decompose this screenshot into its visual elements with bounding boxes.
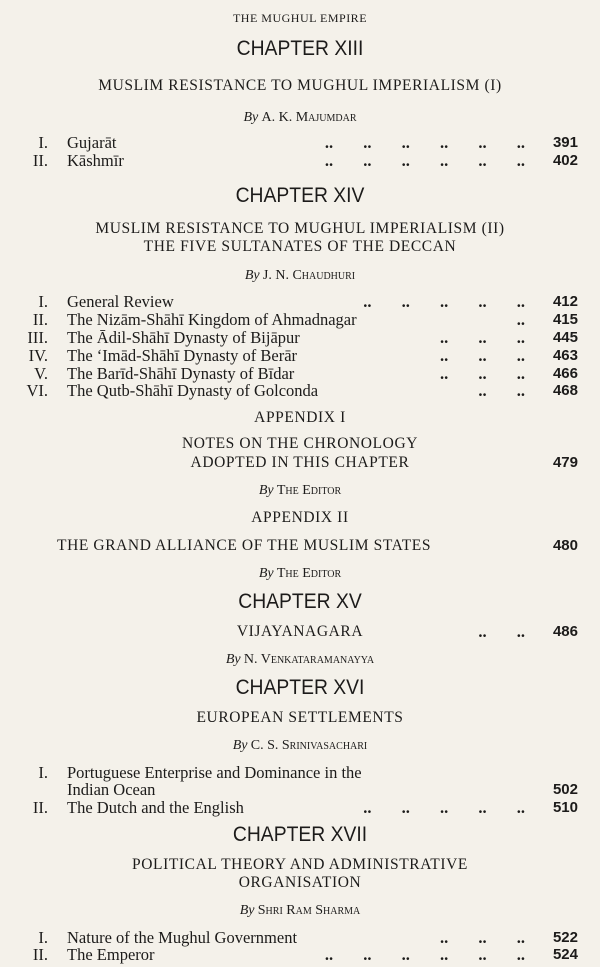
author-line xyxy=(0,565,600,582)
entry-number: II. xyxy=(32,310,48,329)
author-line xyxy=(0,109,600,126)
dot-leader xyxy=(478,382,525,400)
page-number: 479 xyxy=(552,454,578,471)
page-number: 391 xyxy=(552,134,578,151)
entry-title: General Review xyxy=(67,292,174,311)
toc-entry[interactable] xyxy=(0,293,600,311)
entry-title: The Barīd-Shāhī Dynasty of Bīdar xyxy=(67,364,295,383)
by-label: By xyxy=(225,652,241,667)
toc-entry[interactable] xyxy=(0,799,600,817)
entry-title: The Qutb-Shāhī Dynasty of Golconda xyxy=(67,381,319,400)
chapter-title: VIJAYANAGARA xyxy=(236,623,364,640)
dot-leader xyxy=(363,799,525,817)
chapter-title: POLITICAL THEORY AND ADMINISTRATIVE xyxy=(131,856,469,873)
author-line xyxy=(0,267,600,284)
page-number: 445 xyxy=(552,329,578,346)
author: A. K. Majumdar xyxy=(261,110,357,125)
chapter-heading: CHAPTER XIII xyxy=(236,37,364,60)
page-number: 486 xyxy=(552,623,578,640)
by-label: By xyxy=(243,110,259,125)
by-label: By xyxy=(244,268,260,283)
dot-leader xyxy=(440,347,525,365)
entry-title: The Emperor xyxy=(67,945,155,964)
entry-title: Kāshmīr xyxy=(67,151,124,170)
entry-number: II. xyxy=(32,151,48,170)
dot-leader xyxy=(325,134,525,152)
appendix-heading: APPENDIX I xyxy=(254,409,346,426)
dot-leader xyxy=(325,946,525,964)
entry-title: The ‘Imād-Shāhī Dynasty of Berār xyxy=(67,346,298,365)
page-number: 415 xyxy=(552,311,578,328)
chapter-title: EUROPEAN SETTLEMENTS xyxy=(196,709,404,726)
entry-title: The Ādil-Shāhī Dynasty of Bijāpur xyxy=(67,328,300,347)
entry-title: Portuguese Enterprise and Dominance in the xyxy=(67,763,362,782)
page-number: 502 xyxy=(552,781,578,798)
toc-entry[interactable] xyxy=(0,329,600,347)
dot-leader xyxy=(440,329,525,347)
chapter-heading: CHAPTER XIV xyxy=(235,184,365,207)
toc-entry[interactable] xyxy=(0,134,600,152)
author: The Editor xyxy=(276,566,342,581)
chapter-title: ORGANISATION xyxy=(238,874,362,891)
dot-leader xyxy=(478,623,525,641)
page-number: 480 xyxy=(552,537,578,554)
entry-number: II. xyxy=(32,798,48,817)
toc-entry[interactable] xyxy=(0,347,600,365)
running-head: THE MUGHUL EMPIRE xyxy=(232,11,368,25)
by-label: By xyxy=(258,566,274,581)
chapter-heading: CHAPTER XV xyxy=(238,590,362,613)
dot-leader xyxy=(363,293,525,311)
appendix-title: ADOPTED IN THIS CHAPTER xyxy=(190,454,410,471)
toc-entry[interactable] xyxy=(0,454,600,472)
toc-entry[interactable] xyxy=(0,382,600,400)
by-label: By xyxy=(258,483,274,498)
page-number: 522 xyxy=(552,929,578,946)
entry-number: II. xyxy=(32,945,48,964)
page-number: 402 xyxy=(552,152,578,169)
page-number: 510 xyxy=(552,799,578,816)
entry-number: VI. xyxy=(26,381,48,400)
author: J. N. Chaudhuri xyxy=(262,268,356,283)
toc-entry[interactable] xyxy=(0,946,600,964)
entry-number: I. xyxy=(38,292,48,311)
page-number: 524 xyxy=(552,946,578,963)
entry-title: Indian Ocean xyxy=(67,780,156,799)
entry-title: Gujarāt xyxy=(67,133,117,152)
by-label: By xyxy=(232,738,248,753)
entry-title: Nature of the Mughul Government xyxy=(67,928,298,947)
page-number: 463 xyxy=(552,347,578,364)
toc-entry-continued[interactable] xyxy=(0,781,600,799)
entry-number: V. xyxy=(34,364,48,383)
page-number: 412 xyxy=(552,293,578,310)
entry-number: I. xyxy=(38,133,48,152)
by-label: By xyxy=(239,903,255,918)
entry-title: The Nizām-Shāhī Kingdom of Ahmadnagar xyxy=(67,310,357,329)
page-number: 468 xyxy=(552,382,578,399)
entry-number: I. xyxy=(38,763,48,782)
page-number: 466 xyxy=(552,365,578,382)
author: Shri Ram Sharma xyxy=(257,903,361,918)
dot-leader xyxy=(325,152,525,170)
author-line xyxy=(0,482,600,499)
author: The Editor xyxy=(276,483,342,498)
chapter-heading: CHAPTER XVI xyxy=(235,676,365,699)
toc-entry[interactable] xyxy=(0,152,600,170)
chapter-title: MUSLIM RESISTANCE TO MUGHUL IMPERIALISM (I) xyxy=(98,77,502,94)
author: N. Venkataramanayya xyxy=(243,652,375,667)
entry-title: The Dutch and the English xyxy=(67,798,244,817)
dot-leader xyxy=(517,311,525,329)
appendix-title: THE GRAND ALLIANCE OF THE MUSLIM STATES xyxy=(57,537,432,554)
entry-number: III. xyxy=(27,328,48,347)
chapter-title: MUSLIM RESISTANCE TO MUGHUL IMPERIALISM (II) xyxy=(95,220,505,237)
chapter-subtitle: THE FIVE SULTANATES OF THE DECCAN xyxy=(143,238,457,255)
author: C. S. Srinivasachari xyxy=(250,738,368,753)
chapter-heading: CHAPTER XVII xyxy=(232,823,368,846)
appendix-title: NOTES ON THE CHRONOLOGY xyxy=(181,435,419,452)
appendix-heading: APPENDIX II xyxy=(251,509,349,526)
toc-entry[interactable] xyxy=(0,623,600,641)
toc-entry[interactable] xyxy=(0,537,600,555)
author-line xyxy=(0,651,600,668)
author-line xyxy=(0,737,600,754)
entry-number: IV. xyxy=(28,346,48,365)
author-line xyxy=(0,902,600,919)
toc-entry[interactable] xyxy=(0,311,600,329)
entry-number: I. xyxy=(38,928,48,947)
